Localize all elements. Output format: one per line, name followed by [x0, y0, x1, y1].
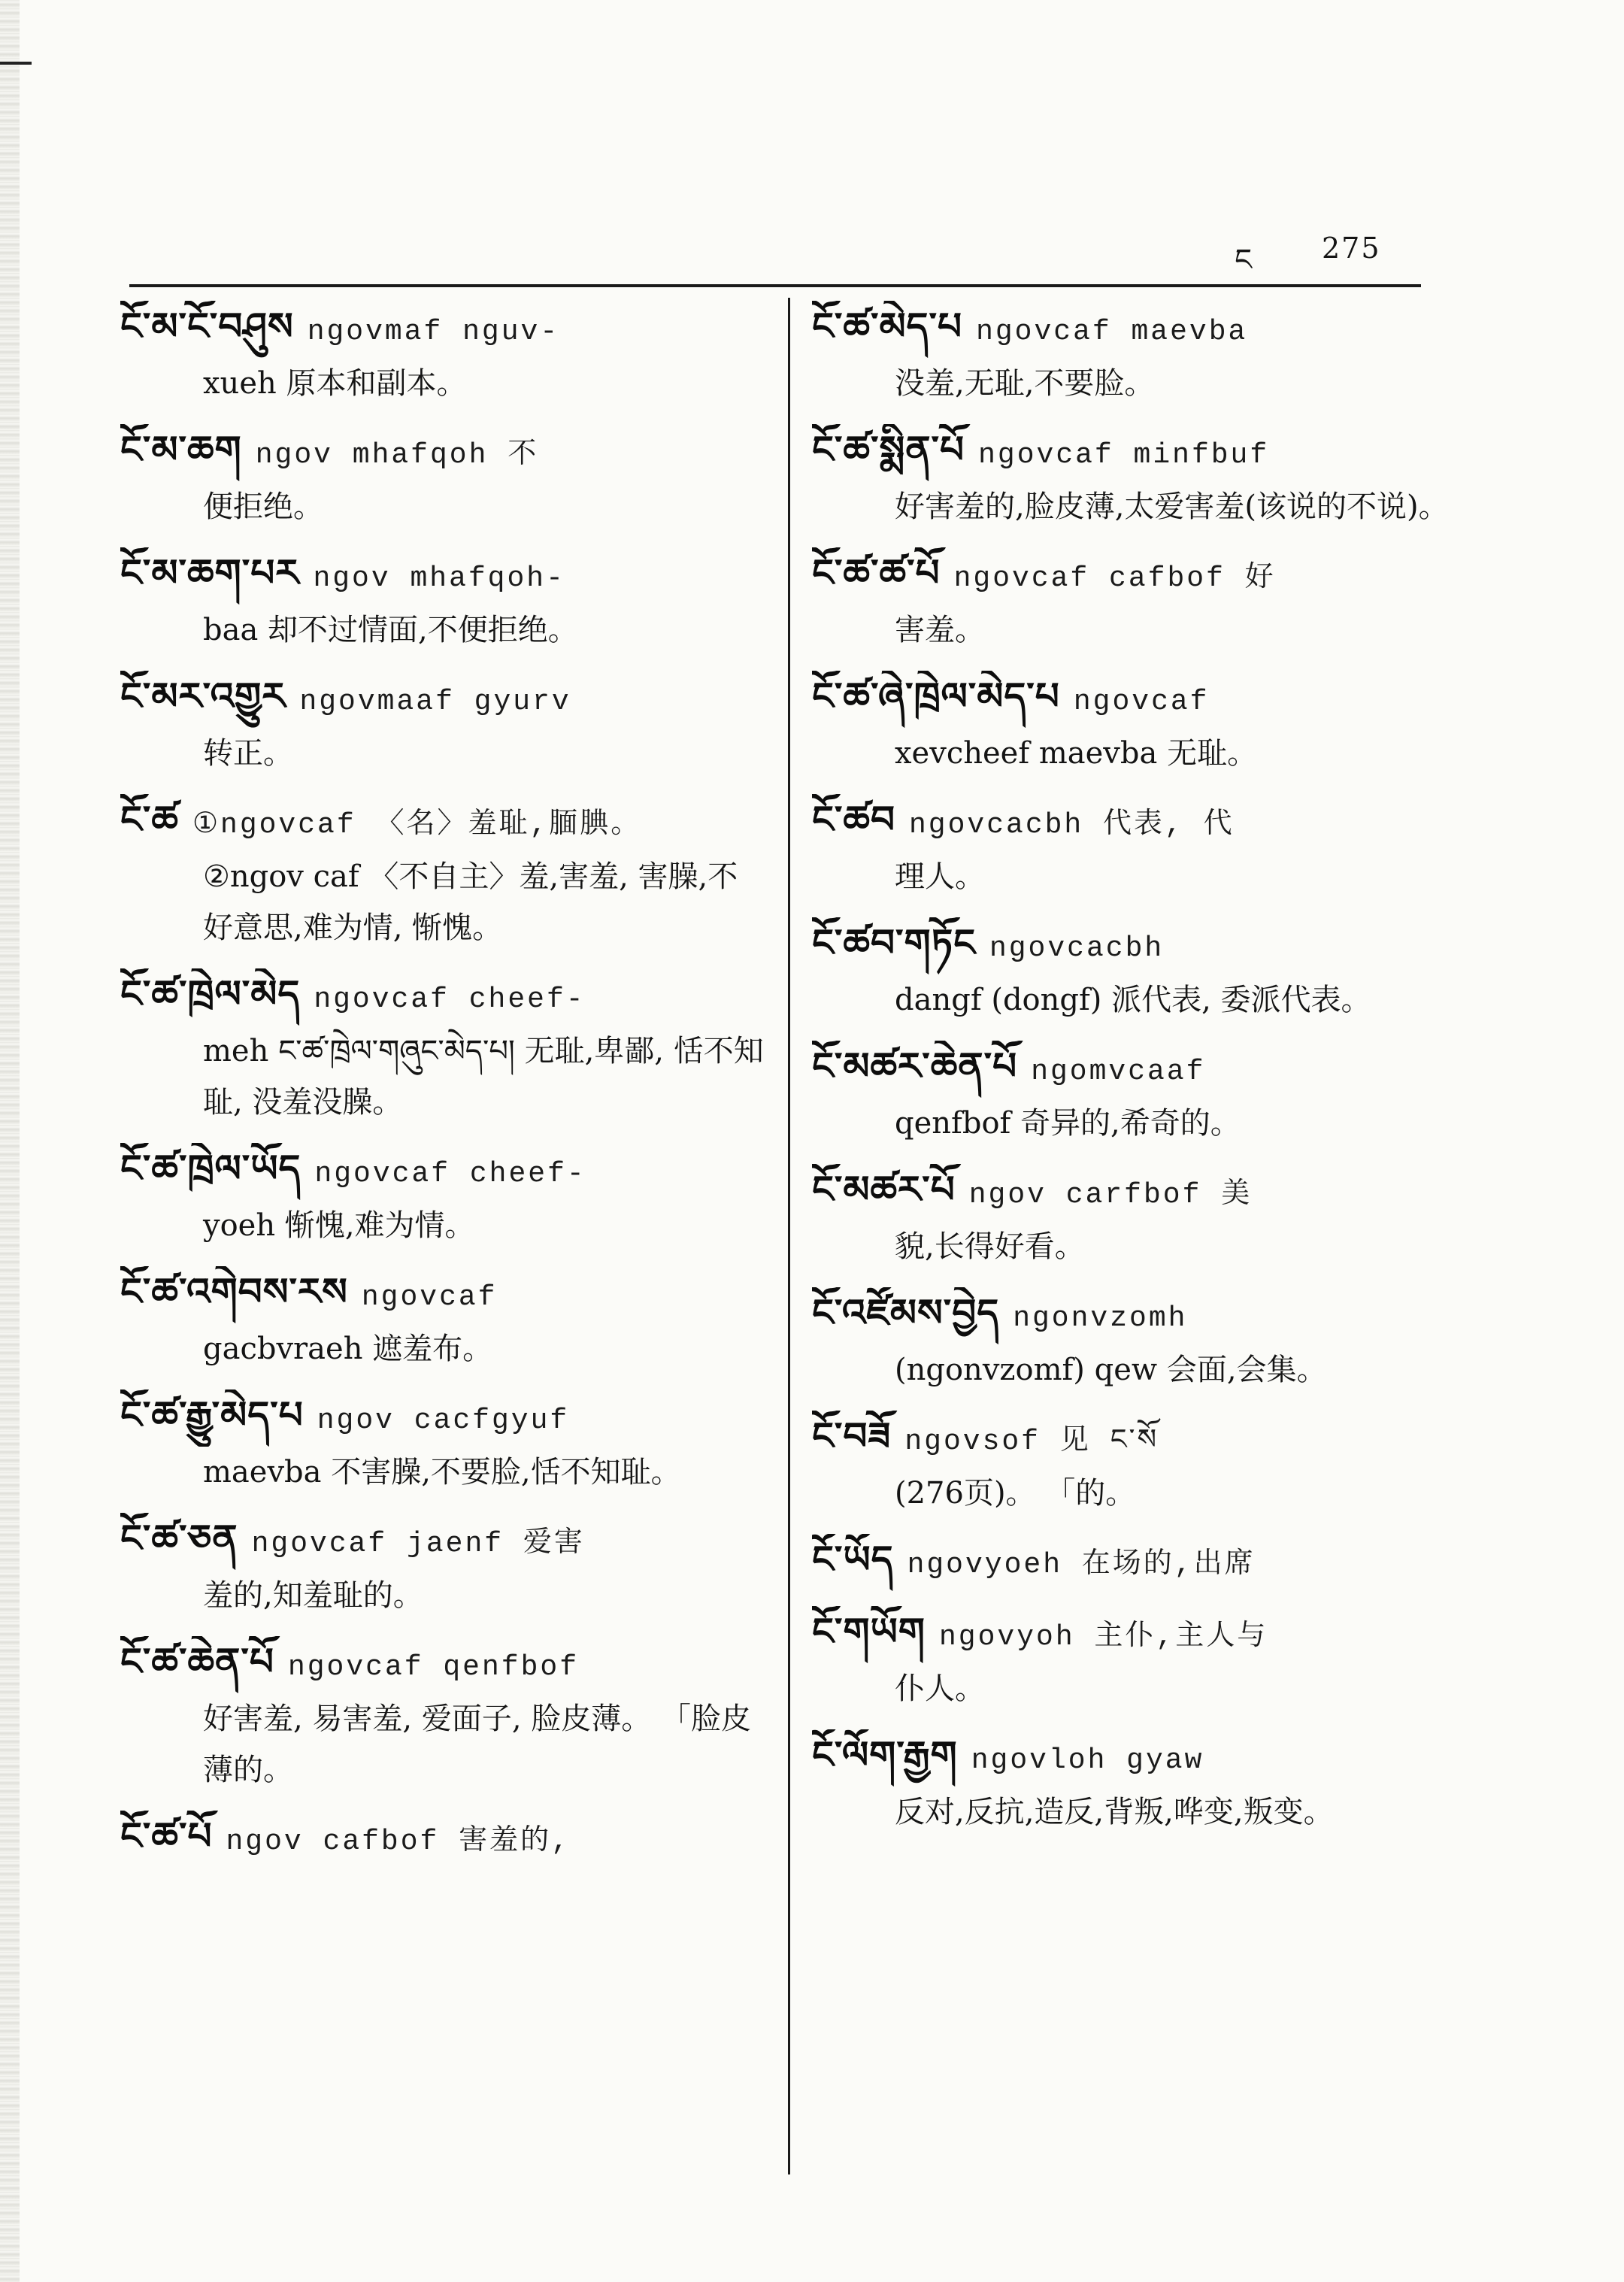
romanization: ngovcacbh [989, 932, 1165, 965]
tibetan-headword: ངོ་ཡོད [812, 1538, 894, 1581]
entry-definition: 反对,反抗,造反,背叛,哗变,叛变。 [895, 1795, 1334, 1829]
dictionary-entry [120, 968, 767, 1128]
tibetan-headword: ངོ་ཚ་ཁྲེལ་ཡོད [120, 1147, 301, 1190]
romanization: ngovsof 见 ང་སོ [904, 1426, 1159, 1458]
entry-definition: 转正。 [203, 736, 293, 771]
romanization: ngovcaf [361, 1281, 498, 1314]
romanization: ngovloh gyaw [971, 1744, 1204, 1777]
entry-definition: xueh 原本和副本。 [203, 366, 467, 401]
entry-definition: yoeh 惭愧,难为情。 [203, 1208, 475, 1243]
tibetan-headword: ངོ་མཚར་ཆེན་པོ [812, 1044, 1018, 1088]
romanization: ngovcaf cafbof 好 [953, 562, 1276, 595]
romanization: ngovcaf cheef- [314, 983, 586, 1016]
tibetan-headword: ངོ་བཟོ [812, 1414, 892, 1458]
entry-definition: maevba 不害臊,不要脸,恬不知耻。 [203, 1455, 681, 1490]
tibetan-headword: ངོ་ཚབ [812, 798, 895, 841]
right-column [812, 301, 1459, 1853]
dictionary-entry [120, 794, 767, 953]
dictionary-entry [812, 301, 1459, 409]
tibetan-headword: ངོ་ཚ་སྨིན་པོ [812, 428, 965, 471]
entry-definition: 貌,长得好看。 [895, 1229, 1085, 1264]
romanization: ngomvcaaf [1031, 1056, 1206, 1088]
romanization: ngov cafbof 害羞的, [226, 1826, 571, 1858]
entry-definition: 好害羞, 易害羞, 爱面子, 脸皮薄。 「脸皮薄的。 [203, 1702, 752, 1787]
romanization: ngovcaf cheef- [314, 1158, 586, 1190]
entry-definition: baa 却不过情面,不便拒绝。 [203, 613, 578, 647]
romanization: ngov mhafqoh 不 [255, 439, 539, 471]
entry-definition: 仆人。 [895, 1671, 985, 1706]
tibetan-headword: ངོ་ཚ་ཅན [120, 1517, 238, 1560]
romanization: ngonvzomh [1013, 1302, 1188, 1335]
romanization: ngovcaf [1073, 686, 1210, 718]
tibetan-headword: ངོ་ཚ [120, 798, 179, 841]
romanization: ngovmaaf gyurv [299, 686, 571, 718]
header-tibetan-letter: ང [1235, 243, 1253, 277]
romanization: ngov carfbof 美 [968, 1179, 1253, 1211]
entry-definition: meh ང་ཚ་ཁྲེལ་གཞུང་མེད་པ། 无耻,卑鄙, 恬不知耻, 没羞没臊。 [203, 1034, 764, 1120]
tibetan-headword: ངོ་ལོག་རྒྱག [812, 1733, 958, 1777]
dictionary-entry [120, 547, 767, 656]
romanization: ngovyoh 主仆,主人与 [939, 1621, 1268, 1653]
romanization: ngovyoeh 在场的,出席 [907, 1549, 1256, 1581]
dictionary-entry [812, 1606, 1459, 1714]
tibetan-headword: ངོ་མ་ངོ་བཤུས [120, 305, 294, 348]
romanization: ngovcaf maevba [976, 316, 1248, 348]
tibetan-headword: ངོ་མ་ཆག་པར [120, 551, 300, 595]
romanization: ngovcacbh 代表, 代 [909, 809, 1235, 841]
entry-definition: (276页)。 「的。 [895, 1476, 1136, 1511]
romanization: ngov cacfgyuf [317, 1405, 570, 1437]
dictionary-entry [120, 1390, 767, 1498]
entry-definition: xevcheef maevba 无耻。 [895, 736, 1258, 771]
entry-definition: (ngonvzomf) qew 会面,会集。 [895, 1353, 1327, 1387]
entry-definition: 便拒绝。 [203, 489, 323, 524]
margin-tick-mark [0, 62, 32, 65]
entry-definition: 好害羞的,脸皮薄,太爱害羞(该说的不说)。 [895, 489, 1449, 524]
tibetan-headword: ངོ་མ་ཆག [120, 428, 242, 471]
dictionary-entry [120, 301, 767, 409]
tibetan-headword: ངོ་ཚ་ཚ་པོ [812, 551, 941, 595]
entry-definition: 没羞,无耻,不要脸。 [895, 366, 1155, 401]
page-number: 275 [1322, 232, 1381, 265]
dictionary-entry [812, 1411, 1459, 1519]
tibetan-headword: ངོ་ཚ་པོ [120, 1814, 213, 1858]
tibetan-headword: ངོ་ཚ་ཆེན་པོ [120, 1640, 274, 1683]
entry-definition: qenfbof 奇异的,希奇的。 [895, 1106, 1241, 1141]
dictionary-entry [812, 917, 1459, 1026]
romanization: ngovcaf minfbuf [978, 439, 1270, 471]
tibetan-headword: ངོ་ཚ་ཁྲེལ་མེད [120, 972, 301, 1016]
dictionary-entry [812, 1041, 1459, 1149]
entry-definition: gacbvraeh 遮羞布。 [203, 1332, 493, 1366]
entry-definition: 害羞。 [895, 613, 985, 647]
romanization: ①ngovcaf 〈名〉羞耻,腼腆。 [192, 809, 642, 841]
romanization: ngovcaf qenfbof [287, 1651, 580, 1683]
tibetan-headword: ངོ་ཚ་འགེབས་རས [120, 1270, 348, 1314]
column-divider [788, 298, 790, 2174]
romanization: ngovcaf jaenf 爱害 [251, 1528, 585, 1560]
header-rule [129, 284, 1421, 287]
dictionary-entry [812, 547, 1459, 656]
entry-definition: dangf (dongf) 派代表, 委派代表。 [895, 983, 1371, 1017]
dictionary-entry [120, 1513, 767, 1621]
entry-definition: 羞的,知羞耻的。 [203, 1578, 423, 1613]
entry-definition: ②ngov caf 〈不自主〉羞,害羞, 害臊,不好意思,难为情, 惭愧。 [203, 859, 738, 945]
dictionary-entry [812, 1287, 1459, 1396]
tibetan-headword: ངོ་གཡོག [812, 1610, 926, 1653]
dictionary-entry [812, 1534, 1459, 1591]
dictionary-entry [120, 1811, 767, 1868]
romanization: ngov mhafqoh- [313, 562, 565, 595]
tibetan-headword: ངོ་མར་འགྱུར [120, 674, 286, 718]
dictionary-entry [812, 1729, 1459, 1838]
dictionary-entry [812, 671, 1459, 779]
left-column [120, 301, 767, 1883]
dictionary-entry [120, 1636, 767, 1796]
entry-definition: 理人。 [895, 859, 985, 894]
tibetan-headword: ངོ་མཚར་པོ [812, 1168, 956, 1211]
dictionary-entry [120, 1266, 767, 1374]
tibetan-headword: ངོ་འཛོམས་བྱེད [812, 1291, 1000, 1335]
tibetan-headword: ངོ་ཚ་ཞེ་ཁྲེལ་མེད་པ [812, 674, 1060, 718]
dictionary-entry [812, 424, 1459, 532]
scan-edge-shadow [0, 0, 20, 2282]
dictionary-entry [120, 671, 767, 779]
dictionary-entry [812, 794, 1459, 902]
tibetan-headword: ངོ་ཚབ་གཏོང [812, 921, 976, 965]
dictionary-entry [812, 1164, 1459, 1272]
dictionary-entry [120, 1143, 767, 1251]
romanization: ngovmaf nguv- [307, 316, 560, 348]
tibetan-headword: ངོ་ཚ་མེད་པ [812, 305, 963, 348]
tibetan-headword: ངོ་ཚ་རྒྱུ་མེད་པ [120, 1393, 304, 1437]
dictionary-entry [120, 424, 767, 532]
